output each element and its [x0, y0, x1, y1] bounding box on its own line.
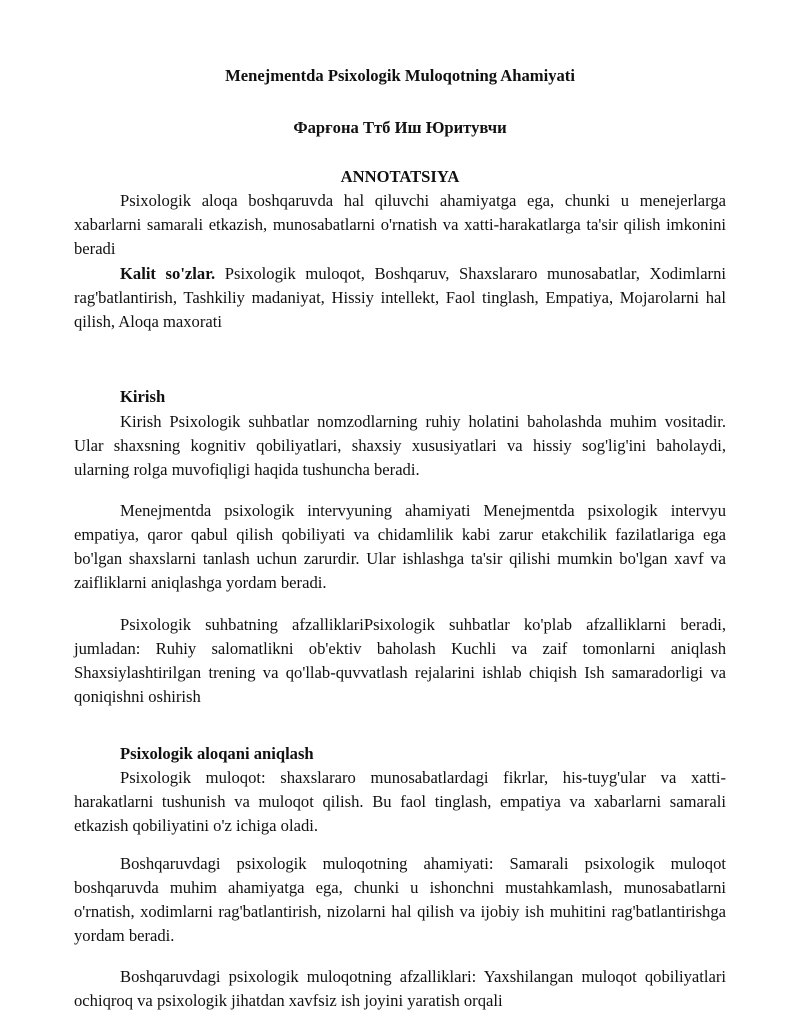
section-heading-psixologik-aloqa: Psixologik aloqani aniqlash: [120, 744, 314, 763]
section2-paragraph-3: Boshqaruvdagi psixologik muloqotning afzalliklari: Yaxshilangan muloqot qobiliyatlari ochiqroq va psixologik jihatdan xavfsiz ish joyini yaratish orqali: [74, 967, 726, 1010]
keywords-label: Kalit so'zlar.: [120, 264, 216, 283]
intro-paragraph-3: Psixologik suhbatning afzalliklariPsixologik suhbatlar ko'plab afzalliklarni beradi, jumladan: Ruhiy salomatlikni ob'ektiv baholash Kuchli va zaif tomonlarni aniqlash Shaxsiylashtirilgan trening va qo'llab-quvvatlash rejalarini ishlab chiqish Ish samaradorligi va qoniqishni oshirish: [74, 615, 726, 706]
section2-paragraph-2: Boshqaruvdagi psixologik muloqotning ahamiyati: Samarali psixologik muloqot boshqaruvda muhim ahamiyatga ega, chunki u ishonchni mustahkamlash, munosabatlarni o'rnatish, xodimlarni rag'batlantirish, nizolarni hal qilish va ijobiy ish muhitini rag'batlantirishga yordam beradi.: [74, 854, 726, 945]
intro-heading: Kirish: [120, 387, 166, 406]
keywords-list: Psixologik muloqot, Boshqaruv, Shaxslararo munosabatlar, Xodimlarni rag'batlantirish, Tashkiliy madaniyat, Hissiy intellekt, Faol tinglash, Empatiya, Mojarolarni hal qilish, Aloqa maxorati: [74, 264, 726, 331]
document-title: Menejmentda Psixologik Muloqotning Ahamiyati: [225, 66, 575, 85]
intro-paragraph-1: Kirish Psixologik suhbatlar nomzodlarning ruhiy holatini baholashda muhim vositadir. Ular shaxsning kognitiv qobiliyatlari, shaxsiy xususiyatlari va hissiy sog'lig'ini baholaydi, ularning rolga muvofiqligi haqida tushuncha beradi.: [74, 412, 726, 479]
annotation-paragraph: Psixologik aloqa boshqaruvda hal qiluvchi ahamiyatga ega, chunki u menejerlarga xabarlarni samarali etkazish, munosabatlarni o'rnatish va xatti-harakatlarga ta'sir qilish imkonini beradi: [74, 191, 726, 258]
section2-paragraph-1: Psixologik muloqot: shaxslararo munosabatlardagi fikrlar, his-tuyg'ular va xatti-harakatlarni tushunish va muloqot qilish. Bu faol tinglash, empatiya va xabarlarni samarali etkazish qobiliyatini o'z ichiga oladi.: [74, 768, 726, 835]
keywords-paragraph: [74, 262, 726, 334]
intro-paragraph-2: Menejmentda psixologik intervyuning ahamiyati Menejmentda psixologik intervyu empatiya, qaror qabul qilish qobiliyati va chidamlilik kabi zarur etakchilik fazilatlariga ega bo'lgan shaxslarni tanlash uchun zarurdir. Ular ishlashga ta'sir qilishi mumkin bo'lgan xavf va zaifliklarni aniqlashga yordam beradi.: [74, 501, 726, 592]
document-author: Фарғона Ттб Иш Юритувчи: [293, 118, 507, 137]
annotation-heading: ANNOTATSIYA: [340, 167, 460, 186]
